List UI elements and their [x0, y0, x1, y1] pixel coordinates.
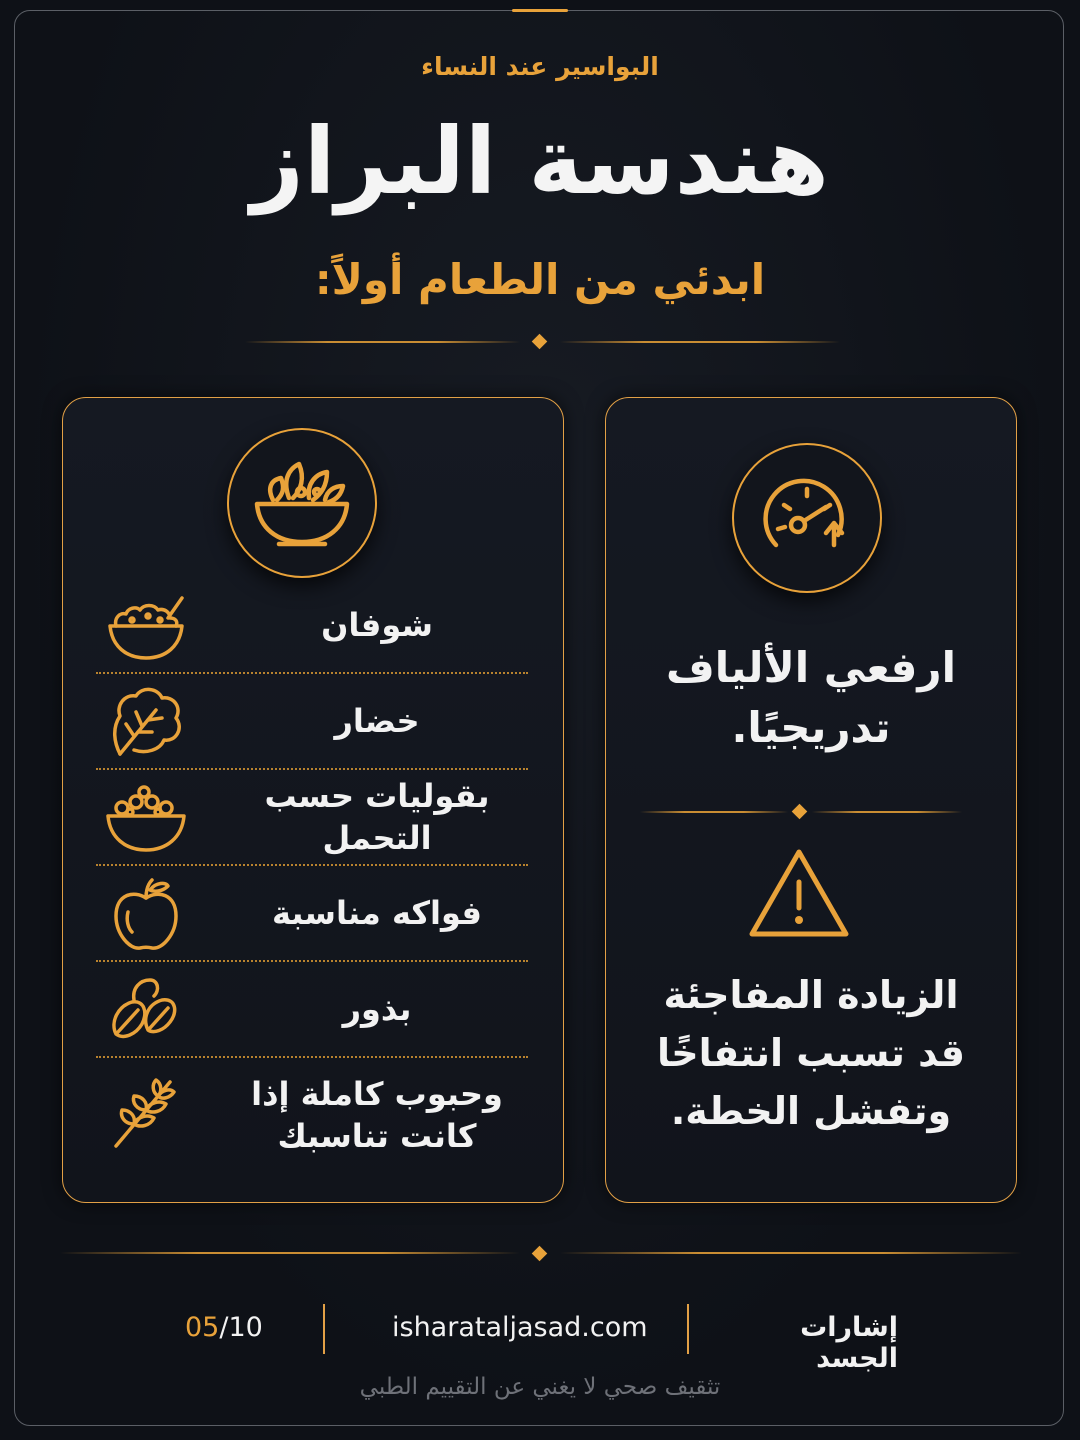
card-divider-left [640, 811, 788, 813]
website-link[interactable]: isharataljasad.com [392, 1312, 648, 1343]
page-title: هندسة البراز [250, 108, 830, 215]
food-label-text: وحبوب كاملة إذا كانت تناسبك [251, 1075, 503, 1155]
eyebrow-text: البواسير عند النساء [421, 52, 659, 81]
list-item [96, 962, 528, 1058]
page-counter [185, 1312, 263, 1343]
page-current: 05 [185, 1312, 220, 1343]
warning-line: الزيادة المفاجئة [663, 973, 959, 1017]
speedometer-icon [732, 443, 882, 593]
brand-name: إشارات الجسد [800, 1312, 898, 1374]
list-item [96, 674, 528, 770]
header-divider-right [560, 341, 840, 343]
card-divider-right [812, 811, 962, 813]
list-item [96, 770, 528, 866]
footer-separator [687, 1304, 689, 1354]
seeds-icon [104, 972, 188, 1048]
disclaimer-text: تثقيف صحي لا يغني عن التقييم الطبي [359, 1374, 721, 1400]
footer-separator [323, 1304, 325, 1354]
page-subtitle: ابدئي من الطعام أولاً: [314, 255, 766, 304]
apple-icon [104, 876, 188, 952]
warning-icon [746, 846, 852, 942]
warning-line: وتفشل الخطة. [670, 1089, 952, 1133]
footer-divider-left [60, 1252, 520, 1254]
top-notch [512, 9, 568, 12]
food-label: بذور [342, 990, 412, 1029]
page-total: /10 [219, 1312, 263, 1343]
salad-bowl-icon [227, 428, 377, 578]
fiber-tip-line: ارفعي الألياف [665, 643, 957, 692]
oat-bowl-icon [104, 588, 188, 664]
wheat-icon [104, 1074, 188, 1150]
list-item [96, 578, 528, 674]
fiber-tip-text [620, 638, 1002, 758]
list-item [96, 1058, 528, 1174]
warning-text [620, 966, 1002, 1140]
leafy-greens-icon [104, 684, 188, 760]
food-label: بقوليات حسب التحمل [264, 777, 490, 857]
food-label: خضار [334, 702, 420, 741]
footer-divider-right [560, 1252, 1022, 1254]
food-label [226, 1058, 528, 1174]
food-label: فواكه مناسبة [272, 894, 482, 933]
warning-line: قد تسبب انتفاخًا [656, 1031, 966, 1075]
header-divider-left [245, 341, 520, 343]
food-label: شوفان [321, 606, 433, 645]
list-item [96, 866, 528, 962]
legumes-bowl-icon [104, 780, 188, 856]
fiber-tip-line: تدريجيًا. [731, 703, 891, 752]
